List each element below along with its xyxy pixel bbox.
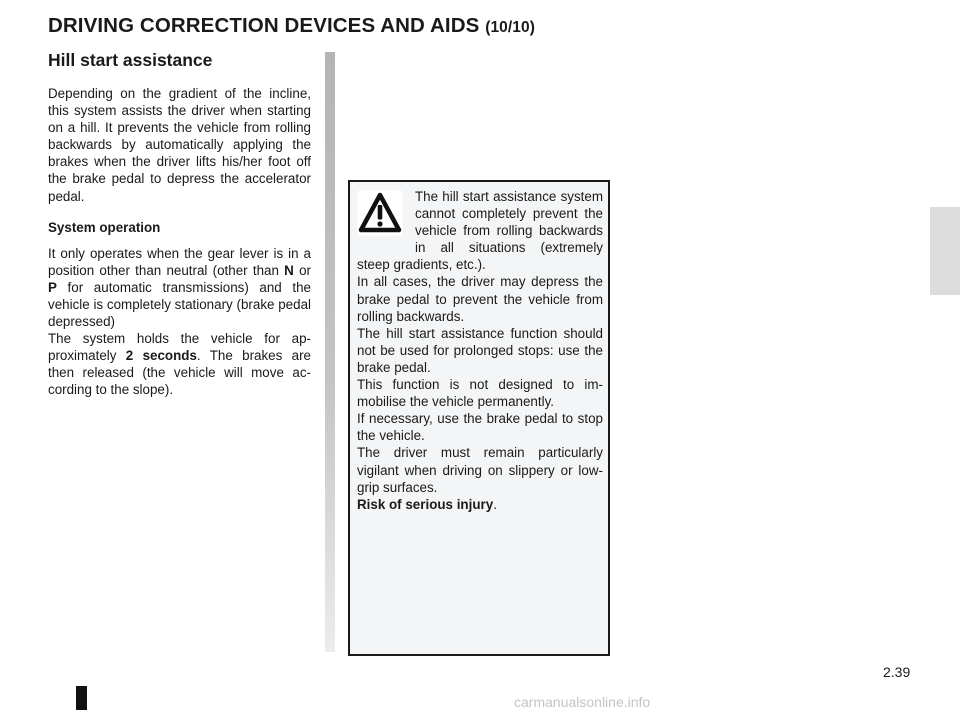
hold-text-2: . The brakes are then released (the vehicle will move according to the slope).: [48, 348, 311, 398]
warning-triangle-icon: [357, 190, 403, 236]
watermark-link[interactable]: carmanualsonline.info: [514, 694, 651, 710]
operation-text-3: for automatic transmissions) and the vehicle is completely stationary (brake pedal depressed): [48, 279, 311, 330]
corner-marker: [76, 686, 87, 710]
operation-paragraph: [48, 245, 311, 330]
left-column: [48, 85, 311, 399]
intro-paragraph: Depending on the gradient of the incline, this system assists the driver when starting on a hill. It prevents the vehicle from rolling backwards by automatically applying the brakes when the driver lifts his/her foot off the brake pedal to depress the accelerator pedal.: [48, 86, 311, 204]
operation-text-2: or: [293, 262, 311, 278]
page-title: [48, 14, 535, 38]
gear-p-label: P: [48, 279, 57, 295]
gear-n-label: N: [284, 262, 294, 278]
warning-text: [357, 188, 603, 513]
warning-risk-label: Risk of serious injury: [357, 496, 494, 512]
hold-duration-value: 2 seconds: [125, 348, 197, 364]
warning-line-2: In all cases, the driver may depress the brake pedal to prevent the vehicle from rolling backwards.: [357, 274, 603, 324]
column-divider-bar: [325, 52, 335, 652]
operation-text-1: It only operates when the gear lever is in a position other than neutral (other than: [48, 245, 311, 278]
page-number: 2.39: [883, 664, 911, 680]
hold-duration-paragraph: [48, 330, 311, 398]
warning-line-4: This function is not designed to immobilise the vehicle permanently.: [357, 377, 603, 410]
hold-text-1: The system holds the vehicle for approximately: [48, 331, 311, 364]
warning-line-6: The driver must remain particularly vigilant when driving on slippery or low-grip surfaces.: [357, 445, 603, 495]
warning-line-5: If necessary, use the brake pedal to stop the vehicle.: [357, 411, 603, 444]
chapter-side-tab: [930, 207, 960, 295]
warning-box: [348, 180, 610, 656]
page-indicator: (10/10): [485, 19, 535, 36]
warning-risk-end: .: [493, 496, 497, 512]
warning-line-3: The hill start assistance function should not be used for prolonged stops: use the brake pedal.: [357, 325, 603, 375]
section-title: Hill start assistance: [48, 50, 213, 70]
sub-heading-system-operation: System operation: [48, 219, 161, 235]
warning-line-1: The hill start assistance system cannot completely prevent the vehicle from rolling backwards in all situations (extremely steep gradients, etc.).: [357, 189, 603, 273]
page-title-text: DRIVING CORRECTION DEVICES AND AIDS: [48, 14, 480, 37]
warning-risk: [357, 496, 603, 513]
